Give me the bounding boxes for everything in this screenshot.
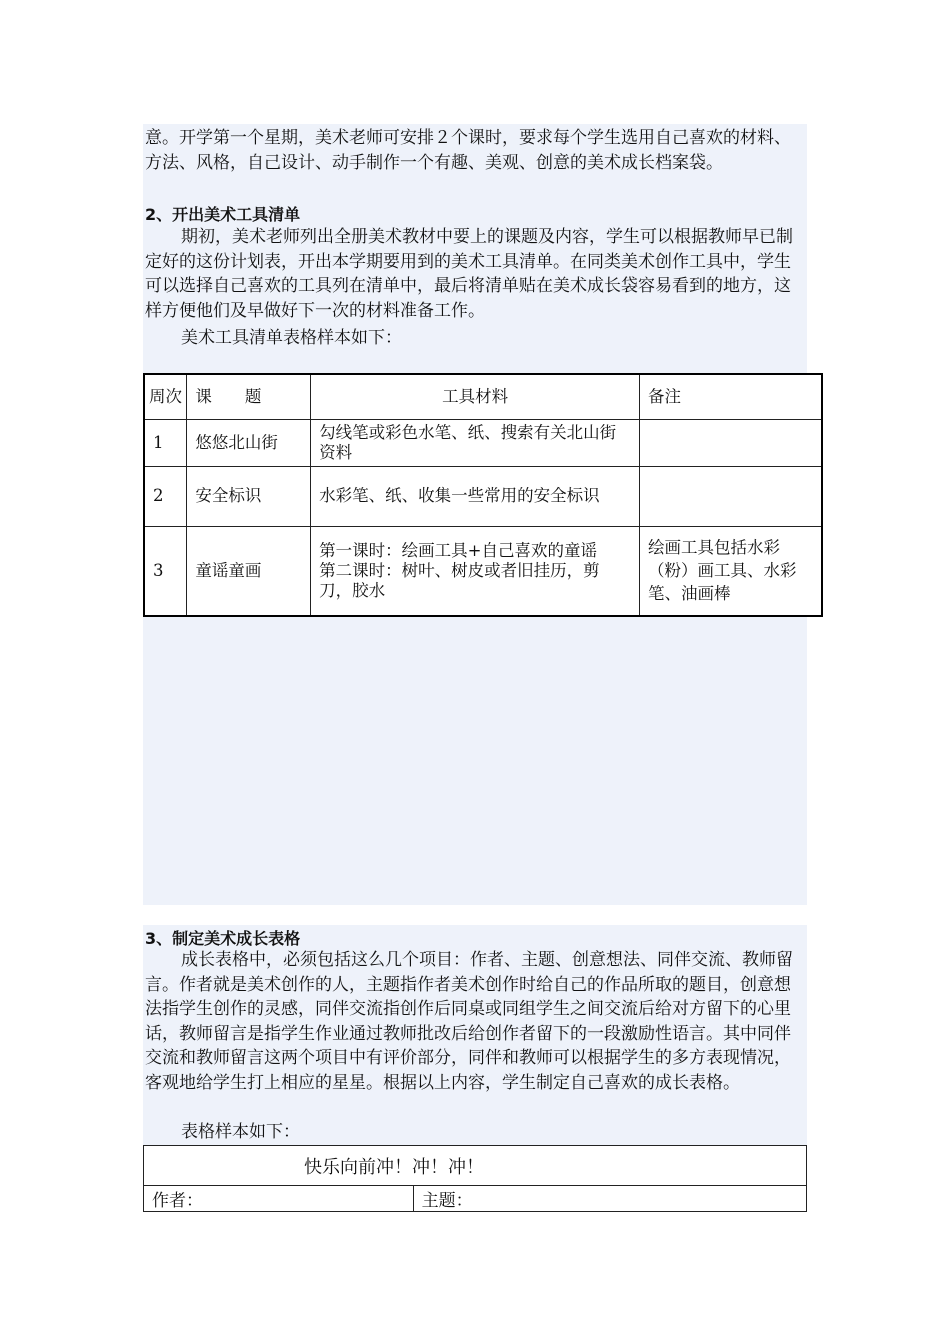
growth-form-title-row bbox=[144, 1146, 807, 1186]
row-1-note bbox=[639, 419, 822, 466]
header-topic: 课 题 bbox=[187, 374, 311, 419]
row-1-week: 1 bbox=[144, 419, 187, 466]
row-3-topic: 童谣童画 bbox=[187, 526, 311, 616]
growth-form-table bbox=[143, 1145, 807, 1212]
header-note: 备注 bbox=[639, 374, 822, 419]
growth-form-fields-row bbox=[144, 1186, 807, 1212]
row-3-materials-lesson-1: 第一课时：绘画工具+自己喜欢的童谣 bbox=[319, 540, 597, 560]
tools-table bbox=[143, 373, 823, 617]
row-1-materials: 勾线笔或彩色水笔、纸、搜索有关北山街资料 bbox=[311, 419, 640, 466]
row-2-topic: 安全标识 bbox=[187, 466, 311, 526]
row-3-note: 绘画工具包括水彩（粉）画工具、水彩笔、油画棒 bbox=[639, 526, 822, 616]
row-1-topic: 悠悠北山街 bbox=[187, 419, 311, 466]
tools-table-intro: 美术工具清单表格样本如下： bbox=[181, 328, 402, 348]
row-3-materials bbox=[311, 526, 640, 616]
theme-field-label: 主题： bbox=[413, 1186, 806, 1212]
row-3-materials-lesson-2: 第二课时：树叶、树皮或者旧挂历，剪刀，胶水 bbox=[319, 560, 600, 600]
section-3-paragraph: 成长表格中，必须包括这么几个项目：作者、主题、创意想法、同伴交流、教师留言。作者就是美术创作的人，主题指作者美术创作时给自己的作品所取的题目，创意想法指学生创作的灵感，同伴交流指创作后同桌或同组学生之间交流后给对方留下的心里话，教师留言是指学生作业通过教师批改后给创作者留下的一段激励性语言。其中同伴交流和教师留言这两个项目中有评价部分，同伴和教师可以根据学生的多方表现情况，客观地给学生打上相应的星星。根据以上内容，学生制定自己喜欢的成长表格。 bbox=[145, 950, 793, 1093]
section-2-heading: 2、开出美术工具清单 bbox=[145, 205, 301, 224]
section-2-paragraph: 期初，美术老师列出全册美术教材中要上的课题及内容，学生可以根据教师早已制定好的这份计划表，开出本学期要用到的美术工具清单。在同类美术创作工具中，学生可以选择自己喜欢的工具列在清单中，最后将清单贴在美术成长袋容易看到的地方，这样方便他们及早做好下一次的材料准备工作。 bbox=[145, 227, 793, 321]
tools-table-header-row bbox=[144, 374, 822, 419]
table-row bbox=[144, 466, 822, 526]
table-row bbox=[144, 526, 822, 616]
intro-paragraph: 意。开学第一个星期，美术老师可安排２个课时，要求每个学生选用自己喜欢的材料、方法、风格，自己设计、动手制作一个有趣、美观、创意的美术成长档案袋。 bbox=[145, 128, 791, 173]
growth-table-intro: 表格样本如下： bbox=[181, 1122, 300, 1142]
table-row bbox=[144, 419, 822, 466]
header-materials: 工具材料 bbox=[311, 374, 640, 419]
row-2-materials: 水彩笔、纸、收集一些常用的安全标识 bbox=[311, 466, 640, 526]
row-2-note bbox=[639, 466, 822, 526]
growth-form-title: 快乐向前冲！冲！冲！ bbox=[144, 1146, 807, 1186]
shaded-band-middle bbox=[143, 617, 807, 905]
author-field-label: 作者： bbox=[144, 1186, 414, 1212]
row-2-week: 2 bbox=[144, 466, 187, 526]
section-3-heading: 3、制定美术成长表格 bbox=[145, 929, 301, 948]
row-3-week: 3 bbox=[144, 526, 187, 616]
header-week: 周次 bbox=[144, 374, 187, 419]
